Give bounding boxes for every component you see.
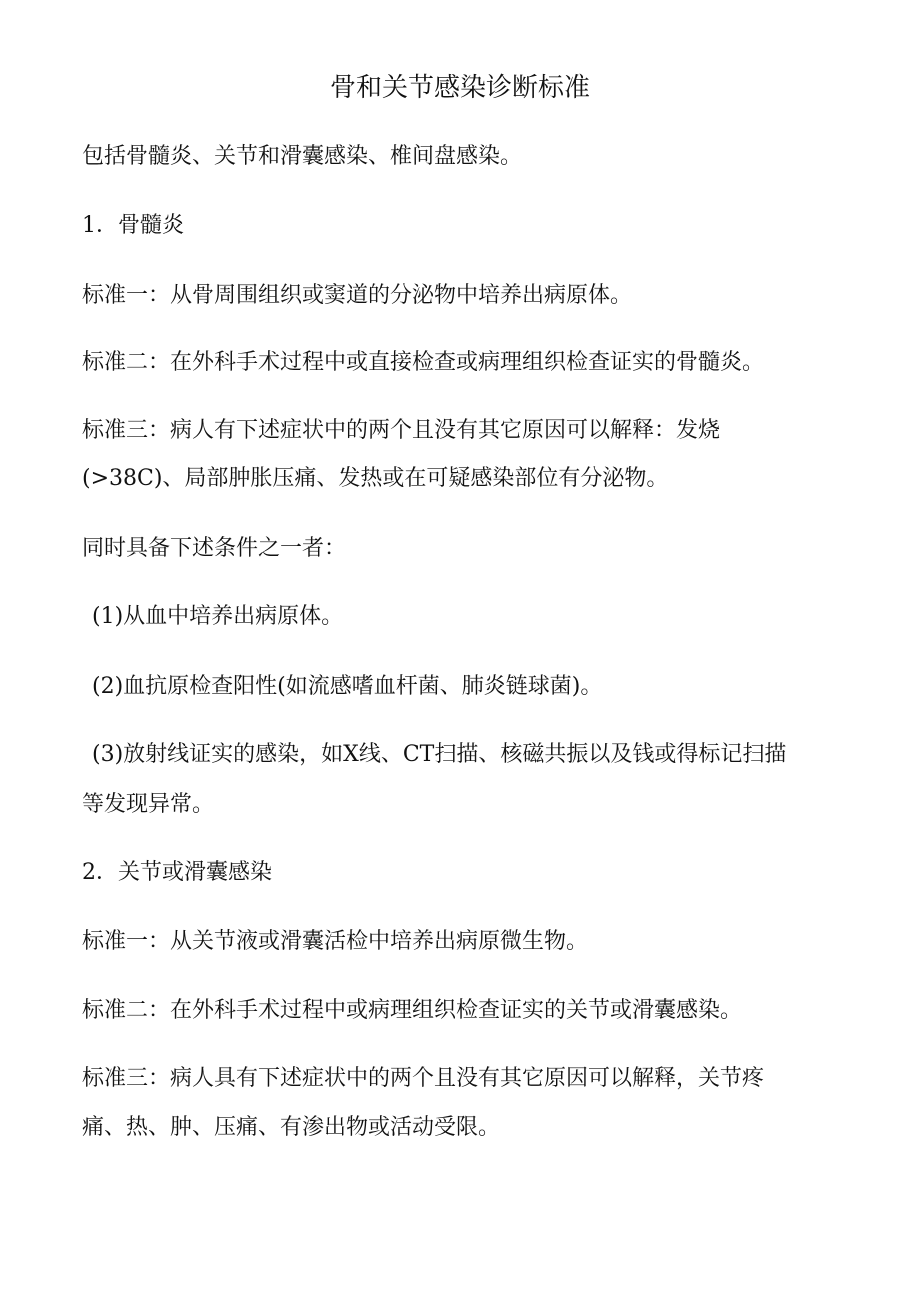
joint-criterion-1: 标准一：从关节液或滑囊活检中培养出病原微生物。 [82,929,589,954]
joint-criterion-3-line-1: 标准三：病人具有下述症状中的两个且没有其它原因可以解释，关节疼 [82,1066,765,1091]
section-heading-joint-bursa: 2．关节或滑囊感染 [82,860,272,885]
osteomyelitis-criterion-2: 标准二：在外科手术过程中或直接检查或病理组织检查证实的骨髓炎。 [82,350,765,375]
condition-3-line-2: 等发现异常。 [82,792,215,817]
condition-2: (2)血抗原检查阳性(如流感嗜血杆菌、肺炎链球菌)。 [92,674,603,699]
osteomyelitis-criterion-1: 标准一：从骨周围组织或窦道的分泌物中培养出病原体。 [82,283,633,308]
also-required-text: 同时具备下述条件之一者： [82,536,347,561]
section-heading-osteomyelitis: 1．骨髓炎 [82,213,184,238]
page-title: 骨和关节感染诊断标准 [329,73,590,103]
condition-3-line-1: (3)放射线证实的感染，如X线、CT扫描、核磁共振以及钱或得标记扫描 [92,742,787,767]
condition-1: (1)从血中培养出病原体。 [92,604,344,629]
intro-text: 包括骨髓炎、关节和滑囊感染、椎间盘感染。 [82,144,523,169]
joint-criterion-2: 标准二：在外科手术过程中或病理组织检查证实的关节或滑囊感染。 [82,998,743,1023]
joint-criterion-3-line-2: 痛、热、肿、压痛、有渗出物或活动受限。 [82,1115,501,1140]
osteomyelitis-criterion-3-line-2: (>38C)、局部肿胀压痛、发热或在可疑感染部位有分泌物。 [82,466,669,491]
osteomyelitis-criterion-3-line-1: 标准三：病人有下述症状中的两个且没有其它原因可以解释：发烧 [82,418,721,443]
